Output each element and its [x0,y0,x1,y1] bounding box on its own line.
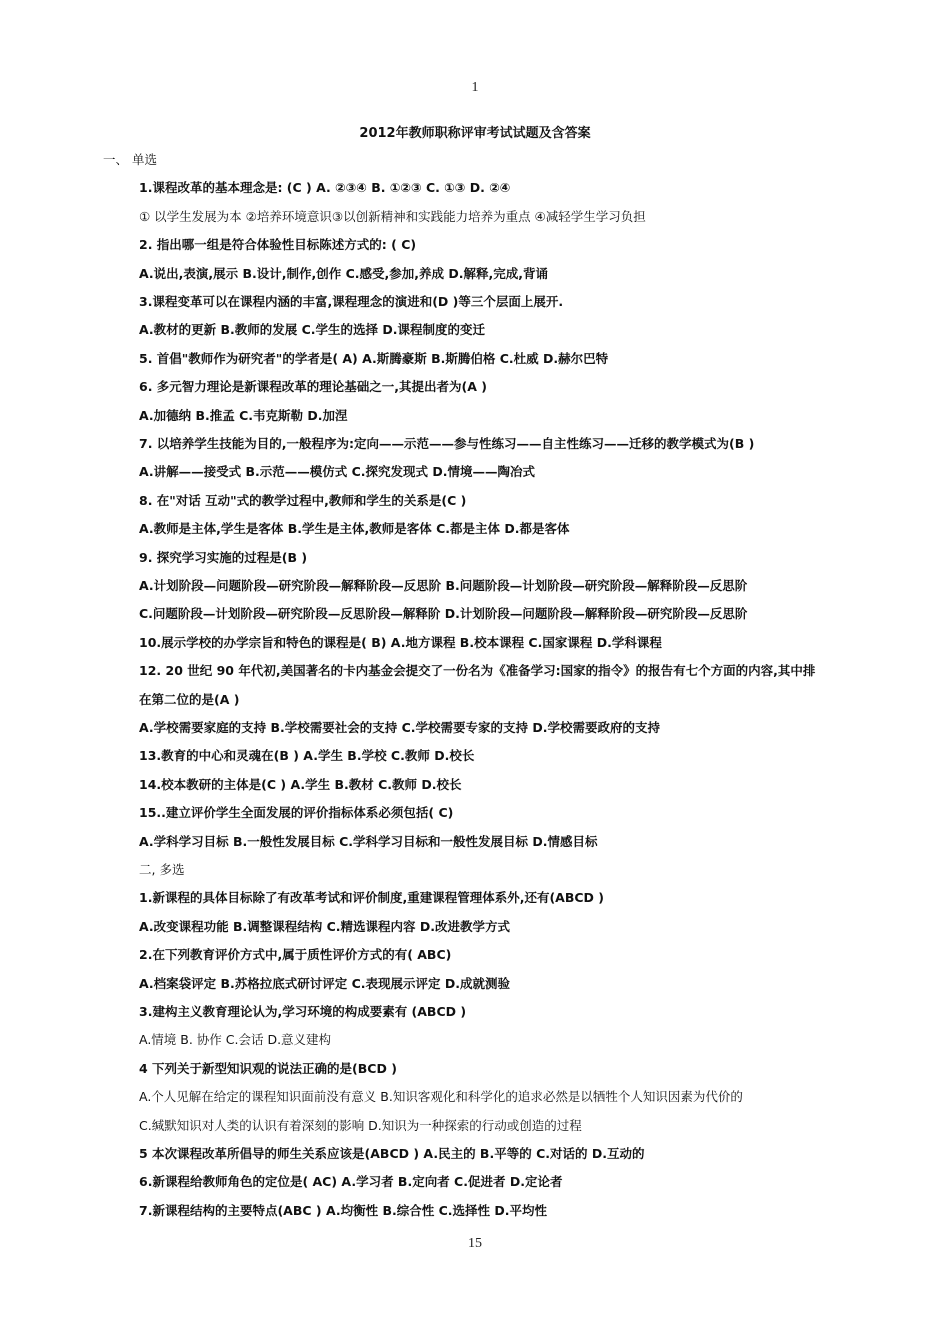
text-line: C.问题阶段—计划阶段—研究阶段—反思阶段—解释阶 D.计划阶段—问题阶段—解释阶段—研究阶段—反思阶 [139,606,748,622]
text-line: 7. 以培养学生技能为目的,一般程序为:定向——示范——参与性练习——自主性练习——迁移的教学模式为(B ) [139,436,755,451]
text-line: 3.建构主义教育理论认为,学习环境的构成要素有 (ABCD ) [139,1004,467,1019]
text-line: A.档案袋评定 B.苏格拉底式研讨评定 C.表现展示评定 D.成就测验 [139,975,511,991]
page-top-number: 1 [471,80,479,95]
text-line: 6. 多元智力理论是新课程改革的理论基础之一,其提出者为(A ) [139,379,487,395]
text-line: 一、 单选 [103,152,157,167]
text-line: 在第二位的是(A ) [139,691,240,707]
text-line: 14.校本教研的主体是(C ) A.学生 B.教材 C.教师 D.校长 [139,776,462,792]
text-line: 12. 20 世纪 90 年代初,美国著名的卡内基金会提交了一份名为《准备学习:国家的指令》的报告有七个方面的内容,其中排 [139,663,816,679]
text-line: 5. 首倡"教师作为研究者"的学者是( A) A.斯腾豪斯 B.斯腾伯格 C.杜威 D.赫尔巴特 [139,350,609,366]
text-line: 7.新课程结构的主要特点(ABC ) A.均衡性 B.综合性 C.选择性 D.平均性 [139,1202,547,1218]
text-line: A.说出,表演,展示 B.设计,制作,创作 C.感受,参加,养成 D.解释,完成,背诵 [139,265,549,281]
text-line: 1.新课程的具体目标除了有改革考试和评价制度,重建课程管理体系外,还有(ABCD ) [139,890,604,906]
text-line: 3.课程变革可以在课程内涵的丰富,课程理念的演进和(D )等三个层面上展开. [139,294,564,309]
text-line: 二, 多选 [139,862,185,877]
page-title: 2012年教师职称评审考试试题及含答案 [359,126,591,141]
text-line: A.情境 B. 协作 C.会话 D.意义建构 [139,1032,332,1048]
text-line: A.学校需要家庭的支持 B.学校需要社会的支持 C.学校需要专家的支持 D.学校需要政府的支持 [139,720,661,735]
text-line: 2. 指出哪一组是符合体验性目标陈述方式的: ( C) [139,237,417,253]
text-line: 9. 探究学习实施的过程是(B ) [139,549,308,565]
text-line: A.个人见解在给定的课程知识面前没有意义 B.知识客观化和科学化的追求必然是以牺牲个人知识因素为代价的 [139,1089,743,1105]
text-line: A.计划阶段—问题阶段—研究阶段—解释阶段—反思阶 B.问题阶段—计划阶段—研究阶段—解释阶段—反思阶 [139,578,748,593]
text-line: 1.课程改革的基本理念是: (C ) A. ②③④ B. ①②③ C. ①③ D. ②④ [139,180,511,196]
text-line: 4 下列关于新型知识观的说法正确的是(BCD ) [139,1060,397,1076]
text-line: A.改变课程功能 B.调整课程结构 C.精选课程内容 D.改进教学方式 [139,918,511,934]
text-line: 10.展示学校的办学宗旨和特色的课程是( B) A.地方课程 B.校本课程 C.国家课程 D.学科课程 [139,634,662,650]
text-line: C.缄默知识对人类的认识有着深刻的影响 D.知识为一种探索的行动或创造的过程 [139,1117,582,1133]
text-line: 13.教育的中心和灵魂在(B ) A.学生 B.学校 C.教师 D.校长 [139,748,475,764]
text-line: 5 本次课程改革所倡导的师生关系应该是(ABCD ) A.民主的 B.平等的 C.对话的 D.互动的 [139,1146,645,1161]
text-line: A.教材的更新 B.教师的发展 C.学生的选择 D.课程制度的变迁 [139,322,486,338]
page-bottom-number: 15 [468,1236,482,1251]
text-line: 2.在下列教育评价方式中,属于质性评价方式的有( ABC) [139,947,452,963]
text-line: A.讲解——接受式 B.示范——模仿式 C.探究发现式 D.情境——陶冶式 [139,464,536,480]
text-line: A.学科学习目标 B.一般性发展目标 C.学科学习目标和一般性发展目标 D.情感目标 [139,833,598,849]
text-line: 15..建立评价学生全面发展的评价指标体系必须包括( C) [139,805,454,821]
text-line: ① 以学生发展为本 ②培养环境意识③以创新精神和实践能力培养为重点 ④减轻学生学习负担 [139,208,646,224]
text-line: 8. 在"对话 互动"式的教学过程中,教师和学生的关系是(C ) [139,492,467,508]
text-line: 6.新课程给教师角色的定位是( AC) A.学习者 B.定向者 C.促进者 D.定论者 [139,1174,563,1190]
text-line: A.加德纳 B.推孟 C.韦克斯勒 D.加涅 [139,407,348,423]
text-line: A.教师是主体,学生是客体 B.学生是主体,教师是客体 C.都是主体 D.都是客体 [139,521,570,537]
